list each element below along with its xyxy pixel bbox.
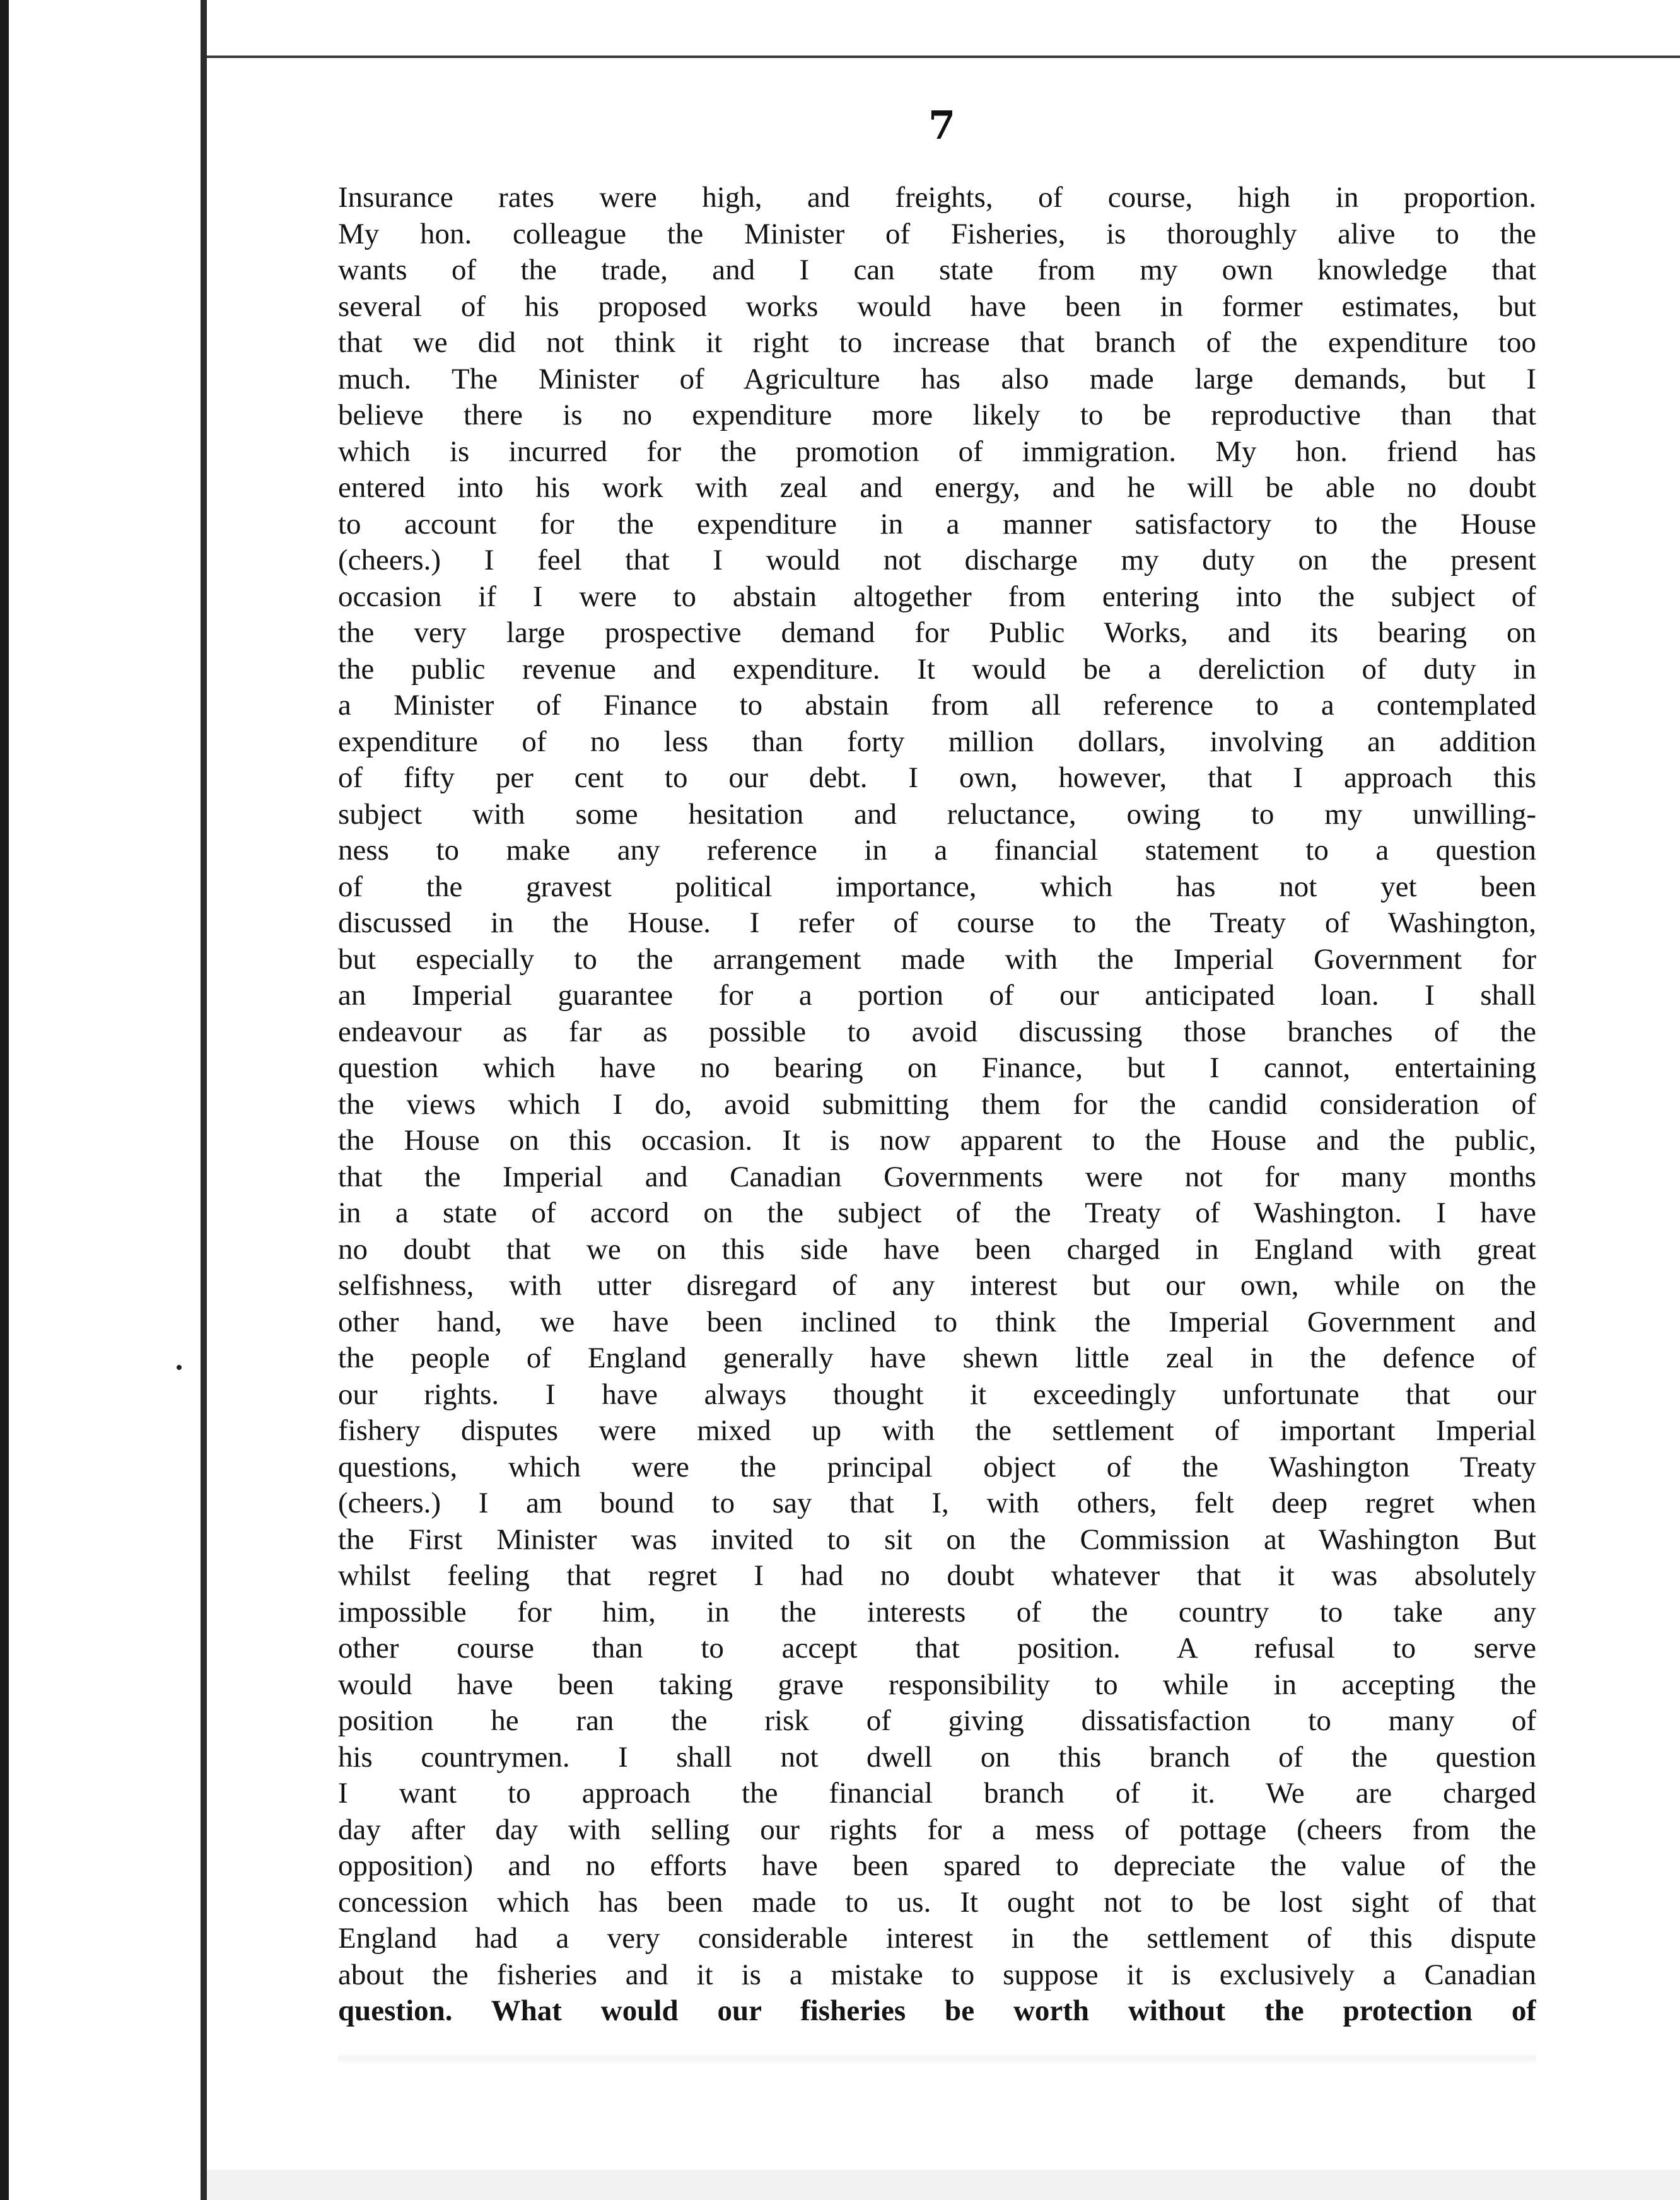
scan-bottom-edge — [207, 2170, 1680, 2200]
text-line: the House on this occasion. It is now apparent to the House and the public, — [338, 1124, 1536, 1157]
text-line: position he ran the risk of giving dissatisfaction to many of — [338, 1704, 1536, 1737]
text-line: of the gravest political importance, which has not yet been — [338, 870, 1536, 903]
text-line: would have been taking grave responsibility to while in accepting the — [338, 1668, 1536, 1701]
text-line: much. The Minister of Agriculture has also made large demands, but I — [338, 362, 1536, 395]
text-line: to account for the expenditure in a manner satisfactory to the House — [338, 507, 1536, 541]
text-line: our rights. I have always thought it exceedingly unfortunate that our — [338, 1378, 1536, 1411]
text-line: several of his proposed works would have been in former estimates, but — [338, 290, 1536, 323]
text-line: questions, which were the principal object of the Washington Treaty — [338, 1450, 1536, 1483]
scan-top-edge — [207, 56, 1680, 58]
text-line: the public revenue and expenditure. It would be a dereliction of duty in — [338, 652, 1536, 686]
text-line: the views which I do, avoid submitting them for the candid consideration of — [338, 1087, 1536, 1121]
scan-gutter-line — [201, 0, 207, 2200]
text-line: his countrymen. I shall not dwell on this branch of the question — [338, 1740, 1536, 1774]
scan-edge-left — [0, 0, 9, 2200]
body-text — [338, 180, 1536, 2030]
text-line: but especially to the arrangement made with the Imperial Government for — [338, 942, 1536, 976]
text-line: other hand, we have been inclined to think the Imperial Government and — [338, 1305, 1536, 1338]
text-line: believe there is no expenditure more likely to be reproductive than that — [338, 399, 1536, 431]
text-line: question. What would our fisheries be worth without the protection of — [338, 1994, 1536, 2027]
text-line: the people of England generally have shewn little zeal in the defence of — [338, 1342, 1536, 1374]
text-line: England had a very considerable interest in the settlement of this dispute — [338, 1922, 1536, 1955]
text-line: about the fisheries and it is a mistake to suppose it is exclusively a Canadian — [338, 1958, 1536, 1991]
margin-mark — [177, 1365, 182, 1370]
text-line: I want to approach the financial branch of it. We are charged — [338, 1777, 1536, 1810]
text-line: (cheers.) I am bound to say that I, with others, felt deep regret when — [338, 1487, 1536, 1519]
text-line: the very large prospective demand for Public Works, and its bearing on — [338, 616, 1536, 649]
text-line: ness to make any reference in a financial statement to a question — [338, 834, 1536, 867]
text-line: entered into his work with zeal and energy, and he will be able no doubt — [338, 471, 1536, 504]
text-line: that the Imperial and Canadian Governments were not for many months — [338, 1160, 1536, 1193]
text-line: in a state of accord on the subject of the Treaty of Washington. I have — [338, 1197, 1536, 1229]
text-line: subject with some hesitation and reluctance, owing to my unwilling- — [338, 797, 1536, 831]
text-line: other course than to accept that position. A refusal to serve — [338, 1632, 1536, 1665]
text-line: that we did not think it right to increase that branch of the expenditure too — [338, 326, 1536, 359]
text-line: impossible for him, in the interests of the country to take any — [338, 1595, 1536, 1629]
text-line: wants of the trade, and I can state from my own knowledge that — [338, 254, 1536, 286]
text-line: selfishness, with utter disregard of any interest but our own, while on the — [338, 1269, 1536, 1302]
text-line: question which have no bearing on Finance, but I cannot, entertaining — [338, 1051, 1536, 1084]
bleed-through — [338, 2052, 1536, 2065]
text-line: no doubt that we on this side have been charged in England with great — [338, 1232, 1536, 1266]
text-line: opposition) and no efforts have been spared to depreciate the value of the — [338, 1849, 1536, 1882]
text-line: the First Minister was invited to sit on the Commission at Washington But — [338, 1523, 1536, 1556]
text-line: expenditure of no less than forty million dollars, involving an addition — [338, 725, 1536, 758]
text-line: discussed in the House. I refer of course to the Treaty of Washington, — [338, 906, 1536, 939]
text-line: day after day with selling our rights for a mess of pottage (cheers from the — [338, 1813, 1536, 1846]
text-line: occasion if I were to abstain altogether from entering into the subject of — [338, 580, 1536, 613]
text-line: which is incurred for the promotion of immigration. My hon. friend has — [338, 435, 1536, 468]
text-line: of fifty per cent to our debt. I own, however, that I approach this — [338, 761, 1536, 794]
page-number: 7 — [928, 102, 956, 148]
text-line: an Imperial guarantee for a portion of our anticipated loan. I shall — [338, 979, 1536, 1012]
text-line: a Minister of Finance to abstain from all reference to a contemplated — [338, 689, 1536, 722]
text-line: whilst feeling that regret I had no doubt whatever that it was absolutely — [338, 1559, 1536, 1592]
text-line: (cheers.) I feel that I would not discharge my duty on the present — [338, 544, 1536, 576]
text-line: My hon. colleague the Minister of Fisheries, is thoroughly alive to the — [338, 217, 1536, 250]
text-line: concession which has been made to us. It ought not to be lost sight of that — [338, 1885, 1536, 1919]
text-line: fishery disputes were mixed up with the settlement of important Imperial — [338, 1414, 1536, 1447]
text-line: endeavour as far as possible to avoid discussing those branches of the — [338, 1015, 1536, 1048]
text-line: Insurance rates were high, and freights, of course, high in proportion. — [338, 181, 1536, 214]
